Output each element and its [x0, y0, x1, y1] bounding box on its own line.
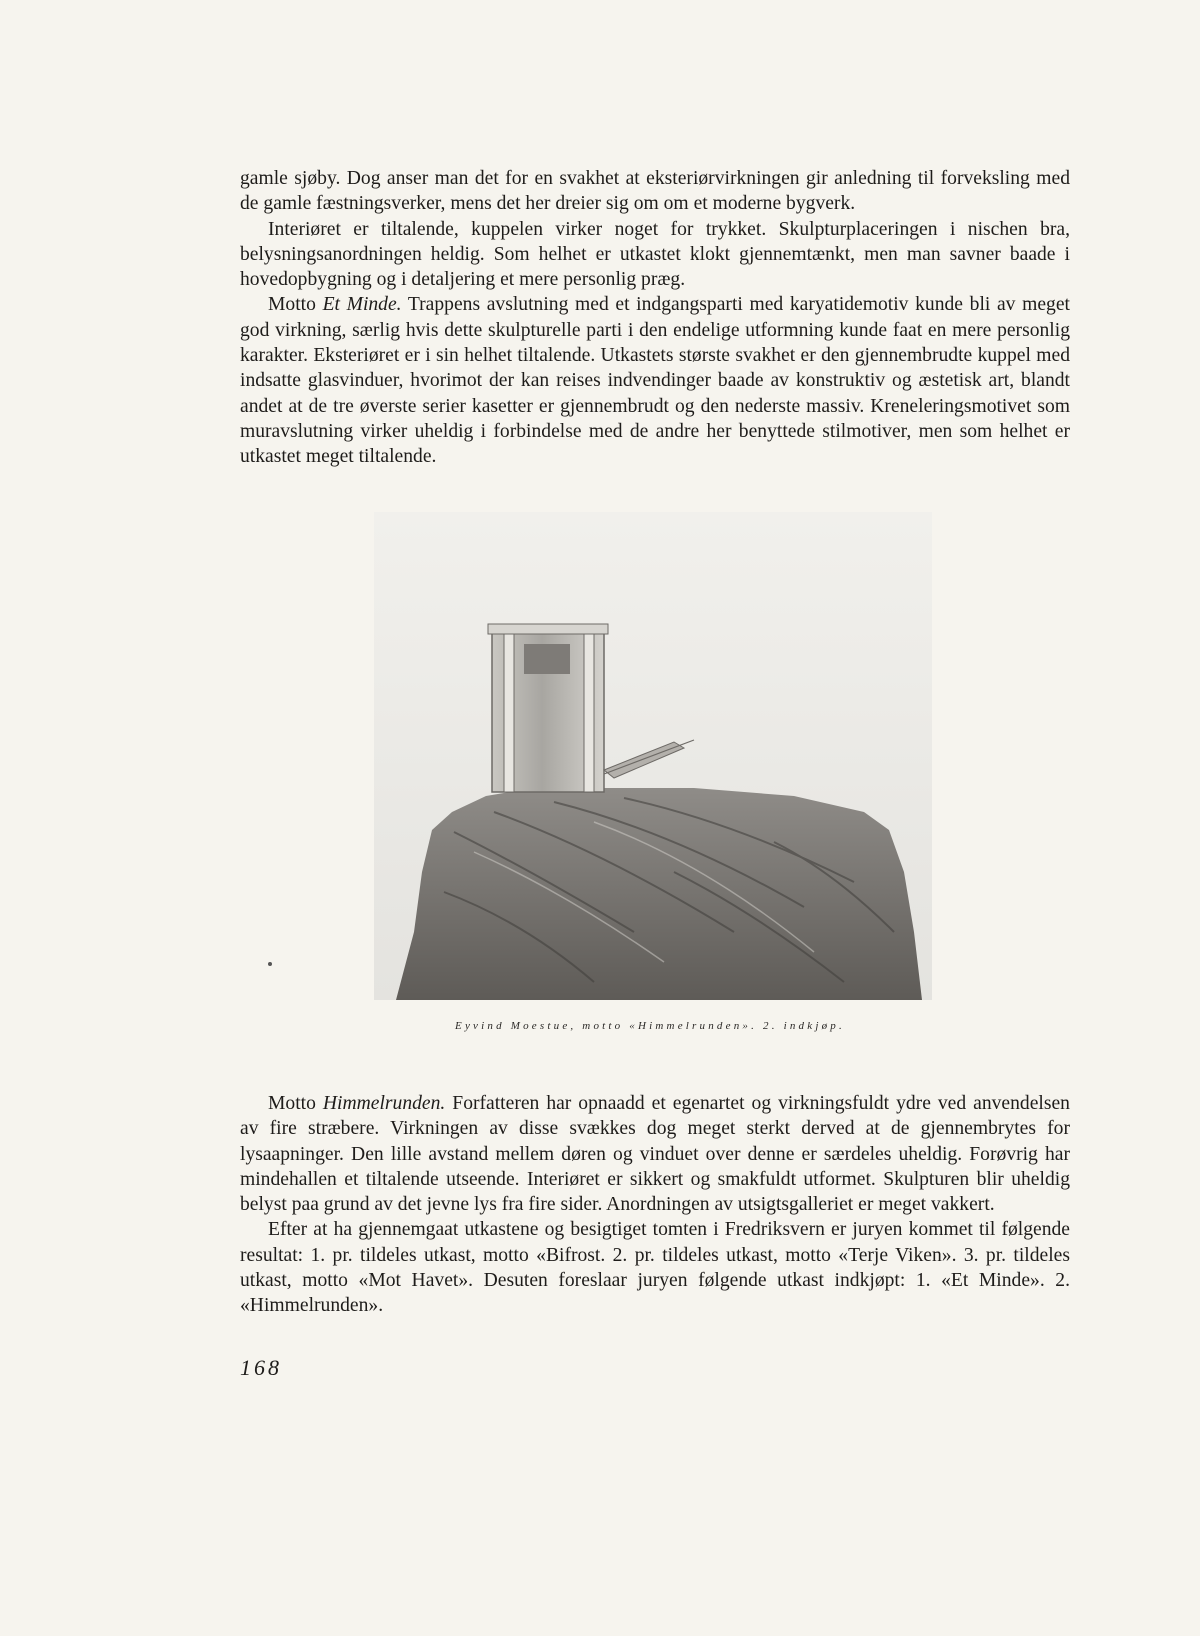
paragraph-body: Forfatteren har opnaadd et egenartet og virkningsfuldt ydre ved anvendelsen av fire stræbere. Virkningen av disse svækkes dog meget sterkt derved at de gjennembrytes for lysaapninger. Den lille avstand mellem døren og vinduet over denne er særdeles uheldig. Forøvrig har mindehallen et tiltalende utseende. Interiøret er sikkert og smakfuldt utformet. Skulpturen blir uheldig belyst paa grund av det jevne lys fra fire sider. Anordningen av utsigtsgalleriet er meget vakkert. — [240, 1093, 1070, 1216]
page-number: 168 — [240, 1355, 282, 1380]
bottom-text-block — [240, 1091, 1070, 1319]
paragraph-continuation: gamle sjøby. Dog anser man det for en svakhet at eksteriørvirkningen gir anledning til forveksling med de gamle fæstningsverker, mens det her dreier sig om om et moderne bygverk. — [240, 168, 1070, 215]
top-text-block — [240, 166, 1070, 470]
motto-lead: Motto — [268, 1093, 323, 1114]
print-speck — [268, 962, 272, 966]
paragraph-motto-himmelrunden — [240, 1091, 1070, 1217]
motto-name: Himmelrunden. — [322, 1093, 446, 1114]
motto-name: Et Minde. — [322, 294, 402, 316]
paragraph-body: Trappens avslutning med et indgangsparti med karyatidemotiv kunde bli av meget god virkning, særlig hvis dette skulpturelle parti i den endelige utformning kunde faat en mere personlig karakter. Eksteriøret er i sin helhet tiltalende. Utkastets største svakhet er den gjennembrudte kuppel med indsatte glasvinduer, hvorimot der kan reises indvendinger baade av konstruktiv og æstetisk art, blandt andet at de tre øverste serier kasetter er gjennembrudt og den nederste massiv. Kreneleringsmotivet som muravslutning virker uheldig i forbindelse med de andre her benyttede stilmotiver, men som helhet er utkastet meget tiltalende. — [240, 294, 1070, 468]
motto-lead: Motto — [268, 294, 323, 316]
paragraph-jury-result: Efter at ha gjennemgaat utkastene og besigtiget tomten i Fredriksvern er juryen kommet til følgende resultat: 1. pr. tildeles utkast, motto «Bifrost. 2. pr. tildeles utkast, motto «Terje Viken». 3. pr. tildeles utkast, motto «Mot Havet». Desuten foreslaar juryen følgende utkast indkjøpt: 1. «Et Minde». 2. «Himmelrunden». — [240, 1219, 1070, 1317]
figure-caption: Eyvind Moestue, motto «Himmelrunden». 2. indkjøp. — [455, 1020, 845, 1032]
paragraph-interior: Interiøret er tiltalende, kuppelen virker noget for trykket. Skulpturplaceringen i nischen bra, belysningsanordningen heldig. Som helhet er utkastet klokt gjennemtænkt, men man savner baade i hovedopbygning og i detaljering et mere personlig præg. — [240, 218, 1070, 291]
paragraph-motto-et-minde — [240, 292, 1070, 469]
tower-illustration — [374, 512, 932, 1000]
